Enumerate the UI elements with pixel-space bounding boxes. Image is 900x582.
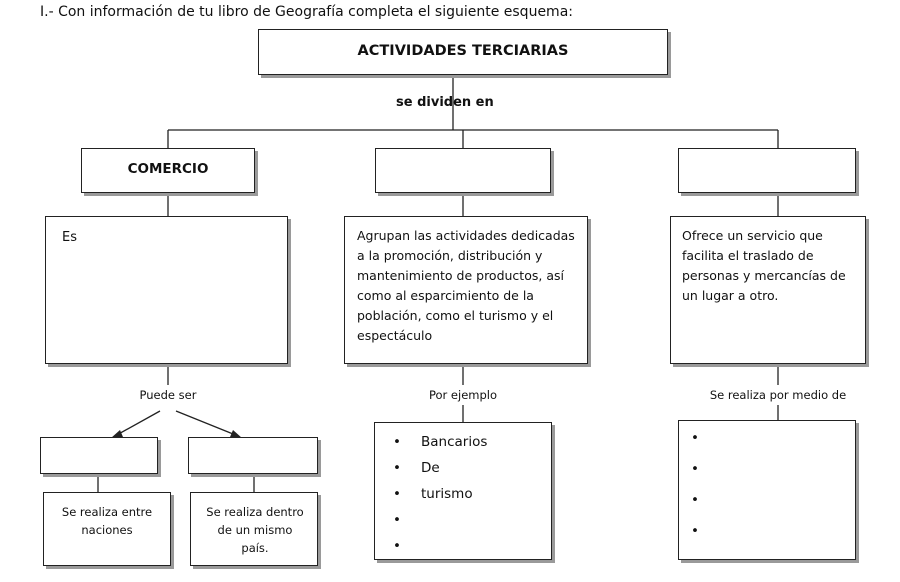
puede-ser-label: Puede ser (139, 388, 197, 402)
right-description-box (670, 216, 866, 364)
bullet-icon: • (393, 512, 401, 528)
comercio-type-1-desc: Se realiza entre naciones (61, 505, 153, 537)
main-title-box (258, 29, 668, 75)
comercio-header: COMERCIO (127, 161, 209, 177)
right-header-answer-box[interactable] (678, 148, 856, 193)
bullet-icon: • (691, 461, 699, 477)
bullet-icon: • (691, 430, 699, 446)
middle-description: Agrupan las actividades dedicadas a la promoción, distribución y mantenimiento de productos, así como al esparcimiento de la población, como el turismo y el espectáculo (357, 228, 575, 343)
comercio-type-1-desc-box (43, 492, 171, 566)
bullet-icon: • (691, 492, 699, 508)
divide-label: se dividen en (396, 95, 494, 110)
comercio-header-box (81, 148, 255, 193)
middle-header-answer-box[interactable] (375, 148, 551, 193)
comercio-type-2-desc: Se realiza dentro de un mismo país. (206, 505, 304, 555)
right-means-box[interactable] (678, 420, 856, 560)
comercio-type-2-desc-box (190, 492, 318, 566)
middle-description-box (344, 216, 588, 364)
comercio-type-2-answer-box[interactable] (188, 437, 318, 474)
comercio-type-1-answer-box[interactable] (40, 437, 158, 474)
right-description: Ofrece un servicio que facilita el traslado de personas y mercancías de un lugar a otro. (682, 228, 846, 303)
instruction-text: I.- Con información de tu libro de Geografía completa el siguiente esquema: (40, 4, 573, 20)
por-ejemplo-label: Por ejemplo (428, 388, 498, 402)
comercio-description-box[interactable] (45, 216, 288, 364)
bullet-icon: • (393, 460, 401, 476)
comercio-description: Es (62, 230, 77, 245)
middle-examples-box[interactable]: • Bancarios • De turismo • • • (374, 422, 552, 560)
bullet-icon: • (393, 538, 401, 554)
bullet-icon: • (393, 486, 401, 502)
bullet-icon: • (691, 523, 699, 539)
main-title: ACTIVIDADES TERCIARIAS (357, 43, 569, 59)
bullet-icon: • (393, 434, 401, 450)
se-realiza-por-medio-label: Se realiza por medio de (709, 388, 847, 402)
